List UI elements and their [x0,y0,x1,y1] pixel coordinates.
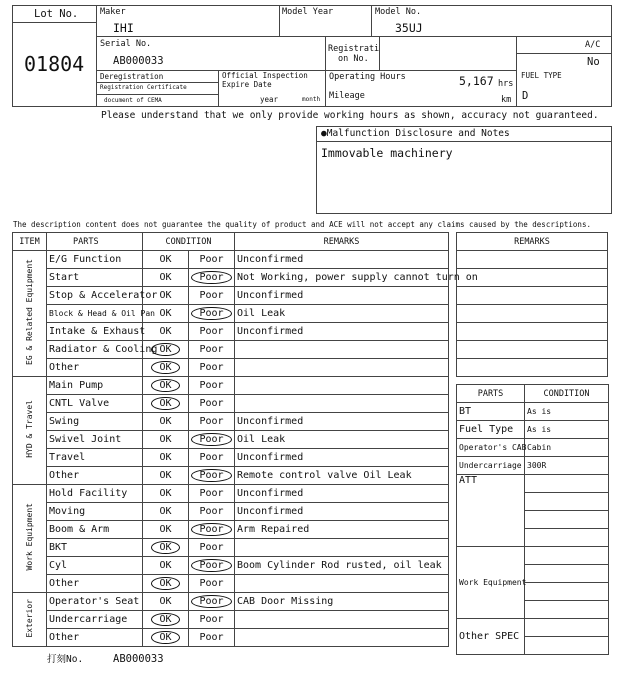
condition-ok-cell [143,611,189,629]
spec-condition [525,493,609,511]
year-label: year [260,95,279,104]
spec-condition [525,619,609,637]
group-label: Work Equipment [25,503,34,571]
part-name: Other [47,575,143,593]
att-cell [457,475,525,547]
inspection-row [13,575,449,593]
inspection-row [13,413,449,431]
condition-poor-cell [189,467,235,485]
spec-row [457,547,609,565]
right-remarks-cell [457,251,608,269]
spec-row [457,475,609,493]
condition-ok-cell [143,449,189,467]
right-remarks-header: REMARKS [457,233,608,251]
part-name: E/G Function [47,251,143,269]
condition-poor-cell [189,323,235,341]
right-remarks-row [457,305,608,323]
condition-ok-cell [143,629,189,647]
condition-ok-option: OK [159,308,172,319]
right-remarks-row [457,341,608,359]
condition-poor-option: Poor [191,595,231,608]
condition-poor-option: Poor [199,452,224,463]
remark-text: Unconfirmed [235,503,449,521]
inspection-row [13,539,449,557]
spec-condition: As is [525,421,609,439]
condition-ok-option: OK [159,596,172,607]
condition-poor-option: Poor [191,433,231,446]
serial-label: Serial No. [100,39,152,49]
fuel-type-value: D [522,90,529,102]
part-name: Other [47,467,143,485]
condition-poor-cell [189,251,235,269]
condition-poor-cell [189,575,235,593]
condition-poor-cell [189,305,235,323]
condition-ok-option: OK [151,397,179,410]
inspection-row [13,377,449,395]
spec-part: Fuel Type [457,421,525,439]
mileage-label: Mileage [329,91,365,101]
condition-ok-cell [143,323,189,341]
inspection-row [13,485,449,503]
condition-poor-option: Poor [191,271,231,284]
work-equipment-label: Work Equipment [459,578,527,587]
remark-text: Unconfirmed [235,323,449,341]
condition-poor-option: Poor [199,326,224,337]
spec-table [456,384,609,655]
condition-ok-cell [143,251,189,269]
condition-ok-cell [143,521,189,539]
remark-text: Unconfirmed [235,287,449,305]
condition-ok-option: OK [151,361,179,374]
condition-ok-option: OK [159,254,172,265]
spec-condition [525,601,609,619]
inspection-row [13,557,449,575]
condition-poor-cell [189,593,235,611]
lot-label: Lot No. [34,8,79,20]
spec-condition [525,475,609,493]
spec-condition [525,511,609,529]
inspection-label-1: Official Inspection [222,71,308,80]
condition-poor-cell [189,359,235,377]
spec-row [457,457,609,475]
condition-poor-option: Poor [199,398,224,409]
inspection-row [13,359,449,377]
remark-text [235,377,449,395]
condition-poor-cell [189,395,235,413]
condition-ok-option: OK [151,631,179,644]
group-label: EG & Related Equipment [25,259,34,365]
inspection-label-2: Expire Date [222,80,272,89]
part-name: Boom & Arm [47,521,143,539]
condition-ok-cell [143,593,189,611]
item-header: ITEM [13,233,47,251]
description-note: The description content does not guarantee the quality of product and ACE will not accept any claims caused by the descriptions. [13,220,591,229]
part-name: Cyl [47,557,143,575]
spec-condition [525,547,609,565]
model-year-label: Model Year [282,7,334,17]
ac-label: A/C [585,40,601,50]
part-name: Main Pump [47,377,143,395]
cema-label: document of CEMA [104,97,162,104]
remark-text [235,359,449,377]
part-name: Intake & Exhaust [47,323,143,341]
condition-poor-cell [189,377,235,395]
condition-ok-option: OK [159,488,172,499]
remark-text: Oil Leak [235,431,449,449]
condition-header: CONDITION [143,233,235,251]
condition-ok-cell [143,539,189,557]
inspection-row [13,395,449,413]
remark-text: Oil Leak [235,305,449,323]
group-cell-exterior [13,593,47,647]
condition-ok-option: OK [151,577,179,590]
spec-part: Undercarriage [457,457,525,475]
right-remarks-row [457,251,608,269]
right-remarks-cell [457,305,608,323]
malfunction-text: Immovable machinery [321,146,453,160]
condition-poor-cell [189,611,235,629]
condition-poor-option: Poor [199,290,224,301]
stamp-number-label: 打刻No. [47,654,84,665]
hrs-unit: hrs [498,79,514,89]
group-cell-eg-related-equipment [13,251,47,377]
remark-text [235,629,449,647]
condition-ok-option: OK [159,272,172,283]
condition-ok-cell [143,557,189,575]
inspection-row [13,305,449,323]
inspection-table-header [13,233,449,251]
part-name: Other [47,359,143,377]
part-name: CNTL Valve [47,395,143,413]
condition-ok-option: OK [159,434,172,445]
condition-ok-option: OK [159,524,172,535]
condition-ok-option: OK [159,290,172,301]
ac-value: No [587,56,600,68]
condition-ok-cell [143,395,189,413]
condition-poor-option: Poor [199,344,224,355]
condition-poor-option: Poor [191,469,231,482]
part-name: Start [47,269,143,287]
remarks-header: REMARKS [235,233,449,251]
deregistration-label: Deregistration [100,72,164,81]
group-label: HYD & Travel [25,400,34,458]
condition-poor-option: Poor [199,542,224,553]
condition-ok-option: OK [151,541,179,554]
right-remarks-cell [457,341,608,359]
att-label: ATT [459,475,478,486]
spec-condition [525,637,609,655]
work-equipment-cell [457,547,525,619]
remark-text [235,395,449,413]
right-remarks-cell [457,359,608,377]
remark-text: Unconfirmed [235,449,449,467]
fuel-type-label: FUEL TYPE [521,71,562,80]
stamp-number-value: AB000033 [113,653,164,665]
condition-ok-option: OK [159,560,172,571]
condition-poor-cell [189,431,235,449]
right-remarks-row [457,359,608,377]
condition-poor-cell [189,503,235,521]
condition-poor-cell [189,485,235,503]
spec-row [457,403,609,421]
right-remarks-row [457,269,608,287]
condition-poor-cell [189,557,235,575]
condition-ok-cell [143,377,189,395]
maker-label: Maker [100,7,126,17]
spec-condition-header: CONDITION [525,385,609,403]
condition-ok-cell [143,359,189,377]
km-unit: km [501,95,512,105]
group-cell-work-equipment [13,485,47,593]
other-spec-cell [457,619,525,655]
inspection-row [13,611,449,629]
condition-poor-cell [189,629,235,647]
model-no-value: 35UJ [395,21,423,35]
condition-ok-cell [143,431,189,449]
condition-ok-cell [143,575,189,593]
condition-poor-option: Poor [199,578,224,589]
condition-poor-option: Poor [199,632,224,643]
inspection-row [13,503,449,521]
remark-text: Boom Cylinder Rod rusted, oil leak [235,557,449,575]
inspection-row [13,431,449,449]
condition-poor-option: Poor [191,559,231,572]
condition-ok-option: OK [159,470,172,481]
spec-condition [525,529,609,547]
condition-ok-option: OK [159,452,172,463]
inspection-row [13,449,449,467]
condition-ok-cell [143,413,189,431]
condition-poor-option: Poor [199,380,224,391]
condition-poor-option: Poor [199,254,224,265]
inspection-row [13,287,449,305]
remark-text: Unconfirmed [235,413,449,431]
inspection-row [13,521,449,539]
spec-part: BT [457,403,525,421]
condition-poor-cell [189,539,235,557]
remark-text: Unconfirmed [235,485,449,503]
serial-value: AB000033 [113,55,164,67]
condition-ok-option: OK [159,326,172,337]
condition-poor-option: Poor [199,362,224,373]
right-remarks-table [456,232,608,377]
spec-row [457,439,609,457]
right-remarks-row [457,323,608,341]
part-name: Stop & Accelerator [47,287,143,305]
remark-text: Unconfirmed [235,251,449,269]
part-name: Undercarriage [47,611,143,629]
remark-text [235,575,449,593]
parts-header: PARTS [47,233,143,251]
spec-condition: As is [525,403,609,421]
condition-poor-cell [189,269,235,287]
spec-condition: 300R [525,457,609,475]
condition-poor-cell [189,413,235,431]
right-remarks-cell [457,287,608,305]
inspection-row [13,467,449,485]
right-remarks-header-row [457,233,608,251]
condition-poor-cell [189,449,235,467]
condition-ok-cell [143,485,189,503]
condition-poor-option: Poor [199,614,224,625]
right-remarks-cell [457,323,608,341]
spec-row [457,421,609,439]
part-name: BKT [47,539,143,557]
condition-ok-cell [143,467,189,485]
condition-ok-cell [143,269,189,287]
spec-row [457,619,609,637]
condition-poor-option: Poor [191,307,231,320]
registration-label-2: on No. [338,54,369,64]
condition-poor-option: Poor [199,488,224,499]
spec-condition [525,583,609,601]
remark-text [235,341,449,359]
part-name: Hold Facility [47,485,143,503]
operating-hours-value: 5,167 [459,74,494,88]
condition-poor-cell [189,287,235,305]
maker-value: IHI [113,21,134,35]
malfunction-box [316,126,612,214]
remark-text [235,611,449,629]
inspection-row [13,269,449,287]
model-no-label: Model No. [375,7,422,17]
part-name: Swing [47,413,143,431]
part-name: Operator's Seat [47,593,143,611]
remark-text: Not Working, power supply cannot turn on [235,269,449,287]
remark-text: Arm Repaired [235,521,449,539]
condition-ok-option: OK [151,613,179,626]
registration-label-1: Registrati [328,44,380,54]
part-name: Moving [47,503,143,521]
remark-text: Remote control valve Oil Leak [235,467,449,485]
spec-parts-header: PARTS [457,385,525,403]
condition-poor-cell [189,341,235,359]
part-name: Swivel Joint [47,431,143,449]
registration-certificate-label: Registration Certificate [100,84,187,91]
remark-text: CAB Door Missing [235,593,449,611]
part-name: Other [47,629,143,647]
condition-poor-option: Poor [191,523,231,536]
group-cell-hyd-travel [13,377,47,485]
condition-poor-cell [189,521,235,539]
condition-ok-option: OK [159,416,172,427]
malfunction-title: ●Malfunction Disclosure and Notes [321,128,510,139]
condition-ok-option: OK [159,506,172,517]
other-spec-label: Other SPEC [459,631,520,642]
month-label: month [302,96,321,103]
lot-number: 01804 [24,52,85,76]
right-remarks-cell [457,269,608,287]
accuracy-disclaimer: Please understand that we only provide working hours as shown, accuracy not guaranteed. [101,110,599,121]
spec-condition [525,565,609,583]
operating-hours-label: Operating Hours [329,72,406,82]
condition-ok-option: OK [151,343,179,356]
spec-header-row [457,385,609,403]
condition-poor-option: Poor [199,416,224,427]
inspection-row [13,341,449,359]
condition-poor-option: Poor [199,506,224,517]
part-name: Radiator & Cooling [47,341,143,359]
right-remarks-row [457,287,608,305]
spec-condition: Cabin [525,439,609,457]
part-name: Travel [47,449,143,467]
remark-text [235,539,449,557]
spec-part: Operator's CAB [457,439,525,457]
inspection-row [13,323,449,341]
part-name: Block & Head & Oil Pan [47,305,143,323]
inspection-row [13,593,449,611]
inspection-row [13,629,449,647]
condition-ok-cell [143,503,189,521]
inspection-row [13,251,449,269]
condition-ok-option: OK [151,379,179,392]
group-label: Exterior [25,598,34,638]
